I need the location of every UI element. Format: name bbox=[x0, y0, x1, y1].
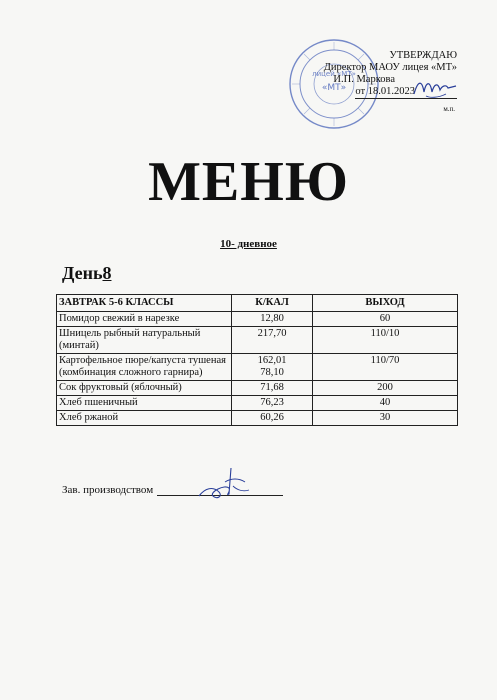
table-row bbox=[57, 312, 458, 327]
dish-kcal: 76,23 bbox=[232, 396, 313, 411]
dish-kcal: 217,70 bbox=[232, 327, 313, 354]
dish-kcal-2: 78,10 bbox=[260, 367, 284, 378]
stamp-center-text: «МТ» bbox=[321, 83, 347, 93]
day-label: День bbox=[62, 263, 103, 283]
table-row bbox=[57, 327, 458, 354]
table-row bbox=[57, 381, 458, 396]
day-number: 8 bbox=[102, 263, 112, 283]
page-subtitle: 10- дневное bbox=[220, 238, 277, 250]
header-output: ВЫХОД bbox=[313, 295, 458, 312]
dish-kcal: 12,80 bbox=[232, 312, 313, 327]
dish-name: Шницель рыбный натуральный (минтай) bbox=[57, 327, 232, 354]
dish-output: 40 bbox=[313, 396, 458, 411]
dish-name: Сок фруктовый (яблочный) bbox=[57, 381, 232, 396]
manager-signature bbox=[195, 462, 253, 504]
approval-mp: м.п. bbox=[443, 105, 455, 113]
table-row bbox=[57, 396, 458, 411]
approval-name: И.П. Маркова bbox=[333, 74, 395, 85]
dish-output: 110/10 bbox=[313, 327, 458, 354]
dish-output: 30 bbox=[313, 411, 458, 426]
dish-output: 200 bbox=[313, 381, 458, 396]
production-manager-label: Зав. производством bbox=[62, 484, 154, 496]
director-signature bbox=[412, 74, 458, 100]
dish-output: 60 bbox=[313, 312, 458, 327]
table-row bbox=[57, 354, 458, 381]
header-kcal: К/КАЛ bbox=[232, 295, 313, 312]
table-row bbox=[57, 411, 458, 426]
approval-word: УТВЕРЖДАЮ bbox=[389, 50, 457, 61]
dish-kcal: 60,26 bbox=[232, 411, 313, 426]
menu-table bbox=[56, 294, 458, 426]
stamp-top-text: лицей «МТ» bbox=[312, 70, 356, 78]
header-meal: ЗАВТРАК 5-6 КЛАССЫ bbox=[57, 295, 232, 312]
page-title: МЕНЮ bbox=[148, 151, 349, 213]
dish-kcal-1: 162,01 bbox=[257, 355, 287, 366]
dish-output: 110/70 bbox=[313, 354, 458, 381]
dish-kcal: 71,68 bbox=[232, 381, 313, 396]
dish-name: Картофельное пюре/капуста тушеная (комбинация сложного гарнира) bbox=[57, 354, 232, 381]
approval-date: от 18.01.2023 bbox=[355, 86, 457, 99]
dish-name: Хлеб ржаной bbox=[57, 411, 232, 426]
dish-name: Помидор свежий в нарезке bbox=[57, 312, 232, 327]
dish-kcal bbox=[232, 354, 313, 381]
table-header-row bbox=[57, 295, 458, 312]
day-heading bbox=[62, 263, 111, 284]
approval-position: Директор МАОУ лицея «МТ» bbox=[323, 62, 457, 73]
dish-name: Хлеб пшеничный bbox=[57, 396, 232, 411]
